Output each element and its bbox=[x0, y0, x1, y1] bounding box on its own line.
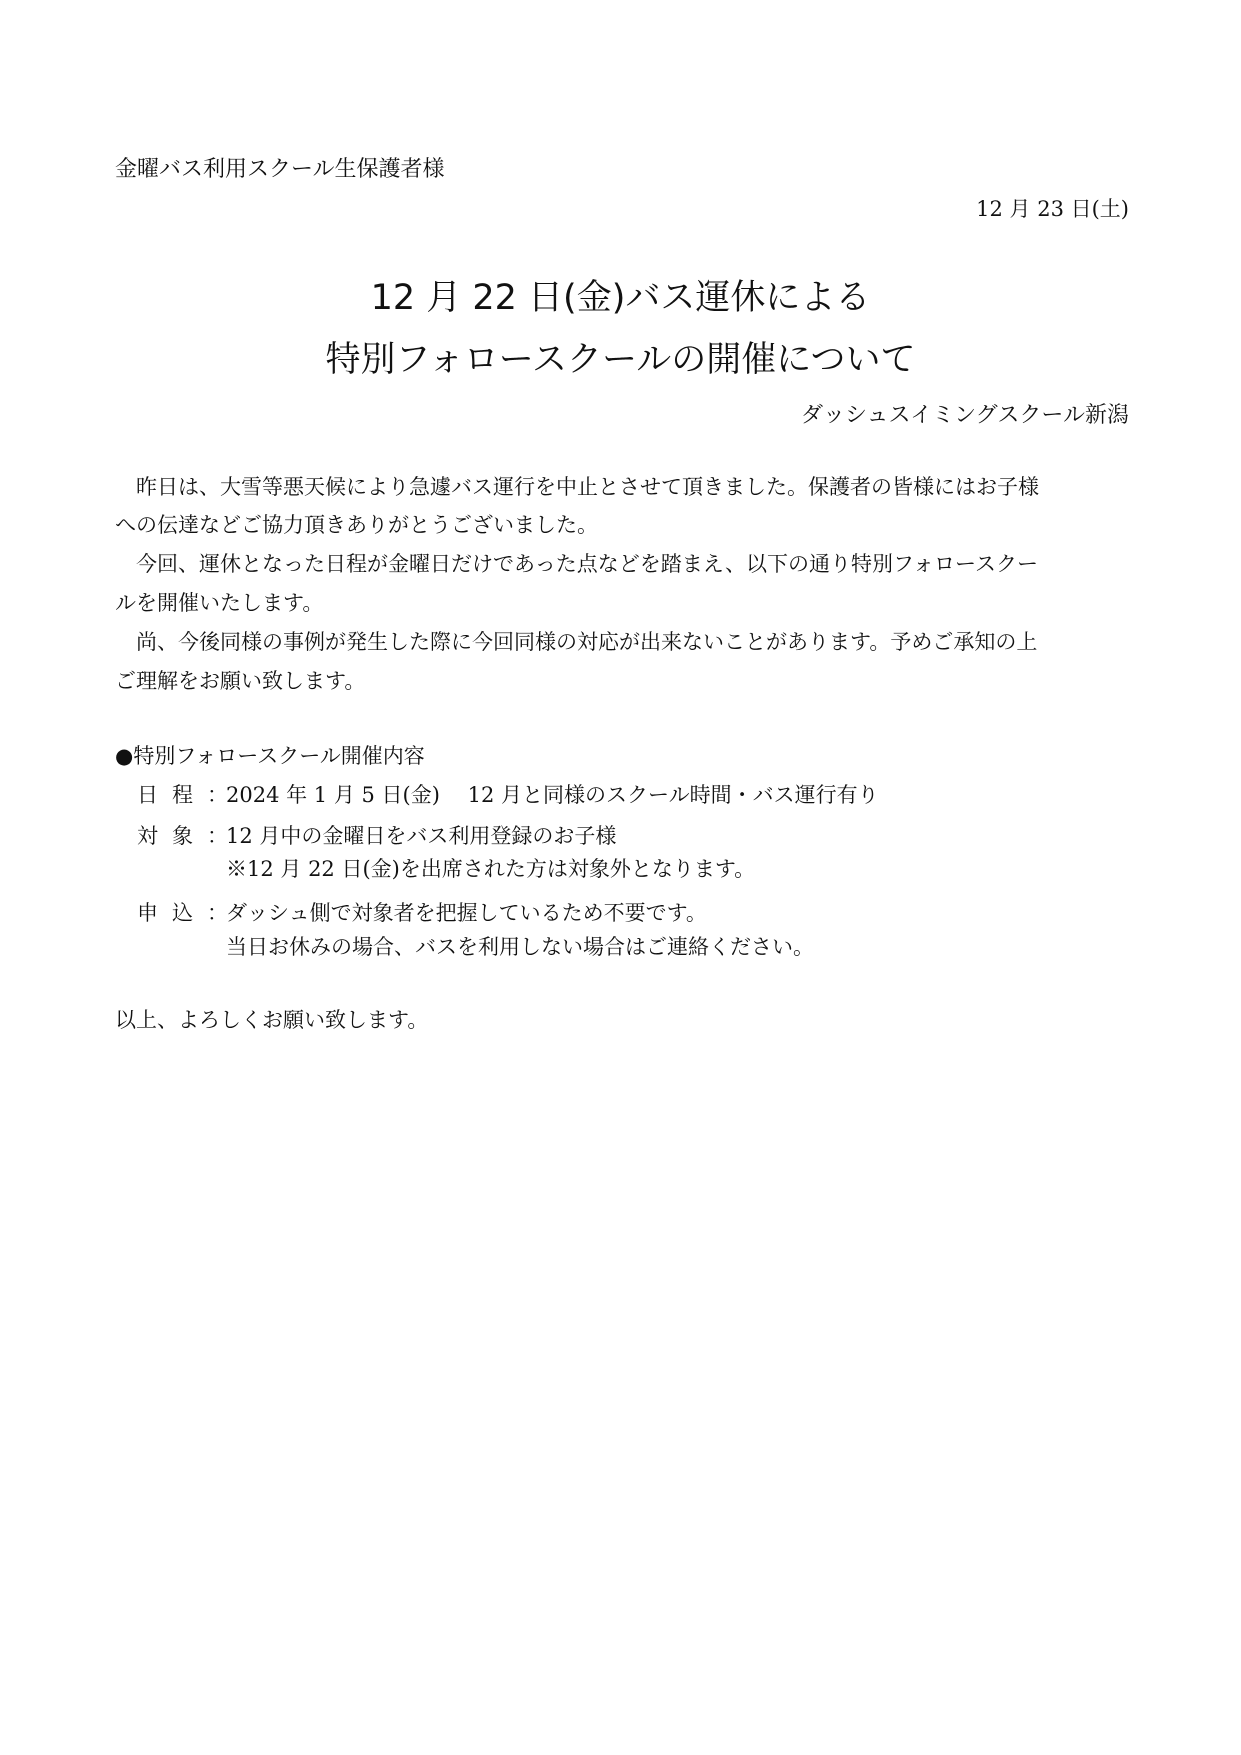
addressee: 金曜バス利用スクール生保護者様 bbox=[115, 157, 445, 182]
body-line: 昨日は、大雪等悪天候により急遽バス運行を中止とさせて頂きました。保護者の皆様にはお子様 bbox=[115, 475, 1039, 499]
detail-value: ※12 月 22 日(金)を出席された方は対象外となります。 bbox=[226, 857, 756, 881]
detail-colon: ： bbox=[207, 783, 228, 807]
body-line: への伝達などご協力頂きありがとうございました。 bbox=[115, 513, 598, 537]
detail-value: 2024 年 1 月 5 日(金) 12 月と同様のスクール時間・バス運行有り bbox=[226, 783, 879, 807]
detail-value: ダッシュ側で対象者を把握しているため不要です。 bbox=[226, 901, 707, 925]
body-line: ルを開催いたします。 bbox=[115, 591, 324, 615]
section-heading: ●特別フォロースクール開催内容 bbox=[115, 744, 425, 768]
page-title-line-2: 特別フォロースクールの開催について bbox=[325, 340, 916, 380]
detail-value: 当日お休みの場合、バスを利用しない場合はご連絡ください。 bbox=[226, 935, 814, 959]
body-line: 今回、運休となった日程が金曜日だけであった点などを踏まえ、以下の通り特別フォロースクー bbox=[115, 552, 1038, 576]
body-line: 尚、今後同様の事例が発生した際に今回同様の対応が出来ないことがあります。予めご承知の上 bbox=[115, 630, 1038, 654]
detail-value: 12 月中の金曜日をバス利用登録のお子様 bbox=[226, 824, 617, 848]
detail-label: 対象 bbox=[137, 824, 207, 848]
detail-label: 日程 bbox=[137, 783, 207, 807]
closing-line: 以上、よろしくお願い致します。 bbox=[115, 1008, 429, 1032]
body-line: ご理解をお願い致します。 bbox=[115, 669, 366, 693]
detail-colon: ： bbox=[207, 901, 228, 925]
issue-date: 12 月 23 日(土) bbox=[976, 197, 1129, 221]
detail-label: 申込 bbox=[137, 901, 207, 925]
sender-name: ダッシュスイミングスクール新潟 bbox=[800, 403, 1129, 428]
detail-colon: ： bbox=[207, 824, 228, 848]
page-title-line-1: 12 月 22 日(金)バス運休による bbox=[370, 278, 871, 318]
